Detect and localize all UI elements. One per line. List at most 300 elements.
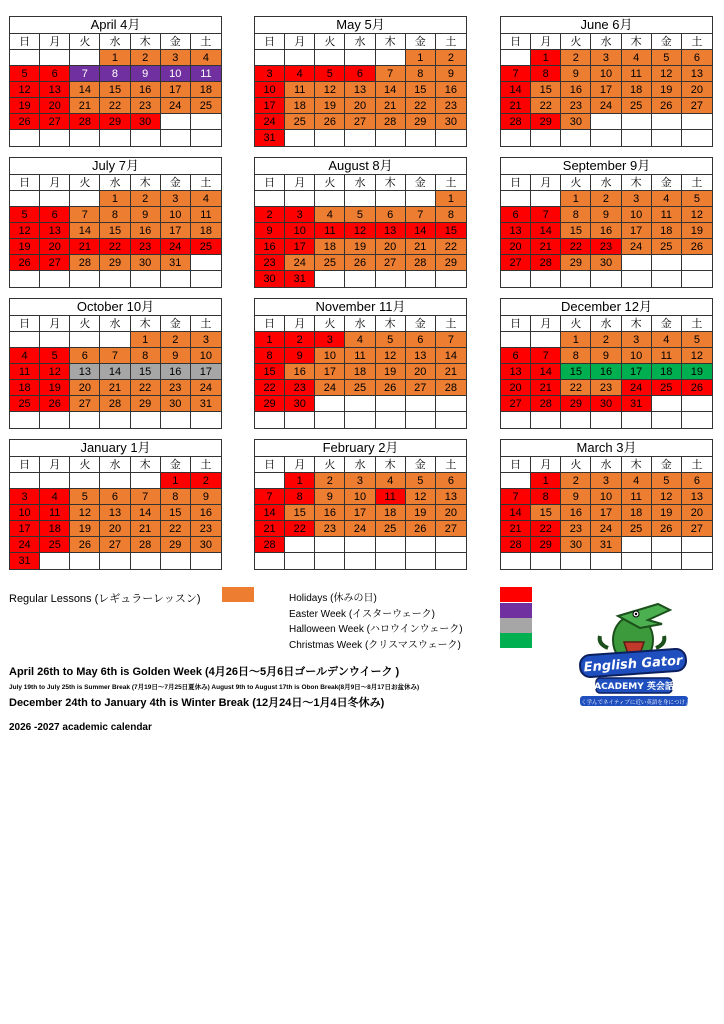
day-cell: 16 <box>255 239 285 255</box>
day-cell: 2 <box>255 207 285 223</box>
weekday-header: 金 <box>161 175 191 191</box>
weekday-header: 水 <box>345 175 375 191</box>
weekday-header: 日 <box>501 175 531 191</box>
day-cell: 3 <box>591 473 621 489</box>
weekday-header: 日 <box>255 175 285 191</box>
empty-day-cell <box>131 130 161 146</box>
month-grid <box>255 34 466 146</box>
day-cell: 12 <box>10 223 40 239</box>
empty-day-cell <box>285 50 315 66</box>
empty-day-cell <box>345 271 375 287</box>
weekday-header: 土 <box>191 34 221 50</box>
empty-day-cell <box>406 553 436 569</box>
day-cell: 12 <box>682 348 712 364</box>
month-title: January 1月 <box>10 440 221 457</box>
day-cell: 20 <box>70 380 100 396</box>
day-cell: 10 <box>345 489 375 505</box>
english-gator-logo <box>569 598 699 710</box>
day-cell: 25 <box>40 537 70 553</box>
day-cell: 27 <box>682 521 712 537</box>
empty-day-cell <box>315 396 345 412</box>
day-cell: 28 <box>436 380 466 396</box>
weekday-header: 土 <box>191 457 221 473</box>
day-cell: 16 <box>161 364 191 380</box>
empty-day-cell <box>315 271 345 287</box>
day-cell: 10 <box>161 66 191 82</box>
day-cell: 5 <box>10 207 40 223</box>
weekday-header: 月 <box>40 316 70 332</box>
day-cell: 5 <box>10 66 40 82</box>
day-cell: 5 <box>682 191 712 207</box>
empty-day-cell <box>622 114 652 130</box>
empty-day-cell <box>531 271 561 287</box>
weekday-header: 金 <box>652 34 682 50</box>
day-cell: 6 <box>436 473 466 489</box>
day-cell: 26 <box>70 537 100 553</box>
day-cell: 27 <box>70 396 100 412</box>
day-cell: 6 <box>40 66 70 82</box>
day-cell: 17 <box>10 521 40 537</box>
svg-text:English Gator: English Gator <box>583 653 683 676</box>
empty-day-cell <box>131 412 161 428</box>
month-grid <box>255 316 466 428</box>
day-cell: 28 <box>501 537 531 553</box>
day-cell: 6 <box>682 473 712 489</box>
day-cell: 5 <box>70 489 100 505</box>
day-cell: 8 <box>100 207 130 223</box>
day-cell: 1 <box>406 50 436 66</box>
day-cell: 30 <box>285 396 315 412</box>
day-cell: 10 <box>591 66 621 82</box>
empty-day-cell <box>561 553 591 569</box>
weekday-header: 日 <box>255 316 285 332</box>
empty-day-cell <box>531 332 561 348</box>
empty-day-cell <box>191 255 221 271</box>
day-cell: 27 <box>345 114 375 130</box>
day-cell: 23 <box>315 521 345 537</box>
day-cell: 27 <box>501 396 531 412</box>
weekday-header: 月 <box>285 34 315 50</box>
day-cell: 9 <box>131 66 161 82</box>
weekday-header: 水 <box>591 34 621 50</box>
day-cell: 15 <box>406 82 436 98</box>
empty-day-cell <box>376 553 406 569</box>
day-cell: 7 <box>70 66 100 82</box>
day-cell: 10 <box>315 348 345 364</box>
legend-halloween-swatch <box>500 618 532 633</box>
empty-day-cell <box>40 412 70 428</box>
empty-day-cell <box>161 553 191 569</box>
day-cell: 26 <box>682 239 712 255</box>
empty-day-cell <box>591 271 621 287</box>
day-cell: 4 <box>376 473 406 489</box>
month-title: September 9月 <box>501 158 712 175</box>
weekday-header: 土 <box>682 457 712 473</box>
day-cell: 16 <box>591 364 621 380</box>
empty-day-cell <box>70 191 100 207</box>
day-cell: 8 <box>531 66 561 82</box>
weekday-header: 火 <box>70 457 100 473</box>
empty-day-cell <box>531 130 561 146</box>
day-cell: 18 <box>622 505 652 521</box>
empty-day-cell <box>436 271 466 287</box>
day-cell: 25 <box>191 239 221 255</box>
day-cell: 15 <box>436 223 466 239</box>
day-cell: 16 <box>285 364 315 380</box>
day-cell: 2 <box>561 473 591 489</box>
day-cell: 1 <box>531 473 561 489</box>
day-cell: 3 <box>285 207 315 223</box>
day-cell: 4 <box>345 332 375 348</box>
empty-day-cell <box>191 130 221 146</box>
empty-day-cell <box>406 412 436 428</box>
summer-break-note: July 19th to July 25th is Summer Break (7月19日～7月25日夏休み) August 9th to August 17th is Obon Break(8月9日～8月17日お盆休み) <box>9 684 420 691</box>
day-cell: 11 <box>191 66 221 82</box>
empty-day-cell <box>376 191 406 207</box>
day-cell: 17 <box>285 239 315 255</box>
day-cell: 22 <box>255 380 285 396</box>
day-cell: 5 <box>40 348 70 364</box>
day-cell: 16 <box>591 223 621 239</box>
day-cell: 12 <box>345 223 375 239</box>
day-cell: 8 <box>100 66 130 82</box>
day-cell: 10 <box>191 348 221 364</box>
day-cell: 11 <box>10 364 40 380</box>
day-cell: 4 <box>191 50 221 66</box>
day-cell: 22 <box>161 521 191 537</box>
day-cell: 14 <box>131 505 161 521</box>
empty-day-cell <box>345 130 375 146</box>
day-cell: 23 <box>161 380 191 396</box>
month-calendar <box>254 439 467 570</box>
day-cell: 23 <box>591 239 621 255</box>
day-cell: 14 <box>70 82 100 98</box>
day-cell: 4 <box>622 50 652 66</box>
day-cell: 12 <box>682 207 712 223</box>
month-title: May 5月 <box>255 17 466 34</box>
day-cell: 19 <box>345 239 375 255</box>
day-cell: 22 <box>285 521 315 537</box>
day-cell: 15 <box>561 364 591 380</box>
empty-day-cell <box>40 473 70 489</box>
empty-day-cell <box>376 537 406 553</box>
day-cell: 28 <box>70 255 100 271</box>
month-calendar <box>500 157 713 288</box>
day-cell: 25 <box>376 521 406 537</box>
empty-day-cell <box>376 271 406 287</box>
day-cell: 30 <box>161 396 191 412</box>
day-cell: 10 <box>591 489 621 505</box>
day-cell: 21 <box>70 239 100 255</box>
day-cell: 16 <box>436 82 466 98</box>
weekday-header: 金 <box>406 316 436 332</box>
weekday-header: 金 <box>652 316 682 332</box>
day-cell: 17 <box>161 223 191 239</box>
weekday-header: 木 <box>622 457 652 473</box>
day-cell: 21 <box>436 364 466 380</box>
day-cell: 1 <box>436 191 466 207</box>
day-cell: 14 <box>531 223 561 239</box>
empty-day-cell <box>315 191 345 207</box>
empty-day-cell <box>255 191 285 207</box>
day-cell: 12 <box>652 66 682 82</box>
day-cell: 28 <box>406 255 436 271</box>
day-cell: 28 <box>131 537 161 553</box>
day-cell: 12 <box>406 489 436 505</box>
day-cell: 29 <box>561 396 591 412</box>
weekday-header: 日 <box>255 457 285 473</box>
day-cell: 22 <box>531 521 561 537</box>
weekday-header: 土 <box>191 175 221 191</box>
weekday-header: 日 <box>501 316 531 332</box>
day-cell: 2 <box>285 332 315 348</box>
day-cell: 3 <box>315 332 345 348</box>
empty-day-cell <box>652 130 682 146</box>
weekday-header: 土 <box>436 316 466 332</box>
day-cell: 27 <box>406 380 436 396</box>
empty-day-cell <box>436 553 466 569</box>
day-cell: 14 <box>376 82 406 98</box>
weekday-header: 火 <box>561 316 591 332</box>
day-cell: 21 <box>531 239 561 255</box>
day-cell: 29 <box>255 396 285 412</box>
empty-day-cell <box>10 412 40 428</box>
empty-day-cell <box>591 412 621 428</box>
day-cell: 29 <box>531 537 561 553</box>
day-cell: 18 <box>622 82 652 98</box>
empty-day-cell <box>652 114 682 130</box>
empty-day-cell <box>345 50 375 66</box>
day-cell: 26 <box>406 521 436 537</box>
empty-day-cell <box>40 191 70 207</box>
day-cell: 13 <box>70 364 100 380</box>
day-cell: 8 <box>531 489 561 505</box>
day-cell: 17 <box>345 505 375 521</box>
weekday-header: 火 <box>70 175 100 191</box>
day-cell: 10 <box>161 207 191 223</box>
legend-regular-swatch <box>222 587 254 602</box>
day-cell: 26 <box>315 114 345 130</box>
day-cell: 1 <box>561 191 591 207</box>
day-cell: 21 <box>131 521 161 537</box>
day-cell: 2 <box>161 332 191 348</box>
day-cell: 10 <box>255 82 285 98</box>
month-grid <box>255 175 466 287</box>
day-cell: 18 <box>345 364 375 380</box>
day-cell: 28 <box>255 537 285 553</box>
empty-day-cell <box>255 553 285 569</box>
day-cell: 23 <box>561 98 591 114</box>
month-grid <box>10 34 221 146</box>
weekday-header: 月 <box>285 175 315 191</box>
day-cell: 6 <box>100 489 130 505</box>
day-cell: 7 <box>70 207 100 223</box>
empty-day-cell <box>10 271 40 287</box>
empty-day-cell <box>531 553 561 569</box>
day-cell: 31 <box>285 271 315 287</box>
day-cell: 28 <box>376 114 406 130</box>
day-cell: 12 <box>40 364 70 380</box>
day-cell: 19 <box>682 223 712 239</box>
gator-icon <box>569 598 699 710</box>
empty-day-cell <box>622 130 652 146</box>
day-cell: 27 <box>436 521 466 537</box>
day-cell: 17 <box>191 364 221 380</box>
day-cell: 2 <box>131 191 161 207</box>
day-cell: 15 <box>561 223 591 239</box>
day-cell: 20 <box>682 505 712 521</box>
day-cell: 24 <box>255 114 285 130</box>
month-calendar <box>500 16 713 147</box>
day-cell: 9 <box>285 348 315 364</box>
empty-day-cell <box>161 271 191 287</box>
day-cell: 18 <box>376 505 406 521</box>
day-cell: 15 <box>285 505 315 521</box>
day-cell: 11 <box>191 207 221 223</box>
day-cell: 15 <box>161 505 191 521</box>
weekday-header: 土 <box>191 316 221 332</box>
day-cell: 7 <box>376 66 406 82</box>
empty-day-cell <box>436 412 466 428</box>
day-cell: 18 <box>652 223 682 239</box>
empty-day-cell <box>191 553 221 569</box>
day-cell: 28 <box>70 114 100 130</box>
empty-day-cell <box>285 191 315 207</box>
day-cell: 22 <box>561 380 591 396</box>
weekday-header: 木 <box>622 175 652 191</box>
day-cell: 26 <box>10 255 40 271</box>
empty-day-cell <box>191 114 221 130</box>
day-cell: 24 <box>622 239 652 255</box>
day-cell: 14 <box>501 82 531 98</box>
weekday-header: 月 <box>40 457 70 473</box>
day-cell: 24 <box>315 380 345 396</box>
empty-day-cell <box>161 130 191 146</box>
empty-day-cell <box>682 412 712 428</box>
day-cell: 23 <box>591 380 621 396</box>
day-cell: 30 <box>255 271 285 287</box>
day-cell: 14 <box>255 505 285 521</box>
day-cell: 24 <box>285 255 315 271</box>
month-title: October 10月 <box>10 299 221 316</box>
day-cell: 8 <box>255 348 285 364</box>
day-cell: 2 <box>591 332 621 348</box>
day-cell: 7 <box>501 66 531 82</box>
empty-day-cell <box>652 271 682 287</box>
day-cell: 4 <box>40 489 70 505</box>
day-cell: 23 <box>191 521 221 537</box>
day-cell: 9 <box>561 66 591 82</box>
weekday-header: 金 <box>652 457 682 473</box>
weekday-header: 木 <box>376 175 406 191</box>
day-cell: 26 <box>40 396 70 412</box>
day-cell: 19 <box>376 364 406 380</box>
weekday-header: 月 <box>40 175 70 191</box>
weekday-header: 木 <box>622 316 652 332</box>
weekday-header: 水 <box>100 316 130 332</box>
day-cell: 28 <box>100 396 130 412</box>
weekday-header: 木 <box>622 34 652 50</box>
day-cell: 15 <box>255 364 285 380</box>
weekday-header: 火 <box>561 175 591 191</box>
calendar-title: 2026 -2027 academic calendar <box>9 722 152 733</box>
month-calendar <box>9 439 222 570</box>
day-cell: 15 <box>100 223 130 239</box>
day-cell: 22 <box>100 239 130 255</box>
empty-day-cell <box>10 332 40 348</box>
day-cell: 21 <box>501 521 531 537</box>
day-cell: 1 <box>531 50 561 66</box>
day-cell: 29 <box>161 537 191 553</box>
day-cell: 9 <box>161 348 191 364</box>
day-cell: 14 <box>406 223 436 239</box>
weekday-header: 土 <box>682 175 712 191</box>
day-cell: 24 <box>161 98 191 114</box>
day-cell: 23 <box>131 98 161 114</box>
day-cell: 1 <box>161 473 191 489</box>
weekday-header: 金 <box>406 457 436 473</box>
day-cell: 11 <box>652 348 682 364</box>
day-cell: 6 <box>501 348 531 364</box>
empty-day-cell <box>652 255 682 271</box>
month-title: August 8月 <box>255 158 466 175</box>
day-cell: 1 <box>561 332 591 348</box>
empty-day-cell <box>255 50 285 66</box>
empty-day-cell <box>100 412 130 428</box>
day-cell: 26 <box>345 255 375 271</box>
empty-day-cell <box>501 473 531 489</box>
day-cell: 14 <box>70 223 100 239</box>
weekday-header: 月 <box>40 34 70 50</box>
empty-day-cell <box>436 537 466 553</box>
day-cell: 24 <box>345 521 375 537</box>
day-cell: 8 <box>285 489 315 505</box>
day-cell: 22 <box>561 239 591 255</box>
day-cell: 7 <box>406 207 436 223</box>
empty-day-cell <box>682 537 712 553</box>
day-cell: 19 <box>70 521 100 537</box>
weekday-header: 土 <box>436 457 466 473</box>
day-cell: 30 <box>131 114 161 130</box>
day-cell: 19 <box>315 98 345 114</box>
day-cell: 13 <box>40 223 70 239</box>
day-cell: 5 <box>315 66 345 82</box>
day-cell: 25 <box>10 396 40 412</box>
day-cell: 21 <box>255 521 285 537</box>
day-cell: 4 <box>622 473 652 489</box>
legend-easter-swatch <box>500 603 532 618</box>
empty-day-cell <box>501 50 531 66</box>
day-cell: 20 <box>682 82 712 98</box>
day-cell: 8 <box>406 66 436 82</box>
day-cell: 31 <box>191 396 221 412</box>
day-cell: 12 <box>10 82 40 98</box>
empty-day-cell <box>561 271 591 287</box>
day-cell: 16 <box>131 223 161 239</box>
weekday-header: 火 <box>315 316 345 332</box>
day-cell: 28 <box>531 396 561 412</box>
weekday-header: 金 <box>406 175 436 191</box>
weekday-header: 月 <box>531 457 561 473</box>
empty-day-cell <box>501 271 531 287</box>
day-cell: 13 <box>682 66 712 82</box>
weekday-header: 土 <box>682 34 712 50</box>
month-calendar <box>9 16 222 147</box>
day-cell: 7 <box>501 489 531 505</box>
month-title: December 12月 <box>501 299 712 316</box>
day-cell: 3 <box>591 50 621 66</box>
day-cell: 31 <box>255 130 285 146</box>
